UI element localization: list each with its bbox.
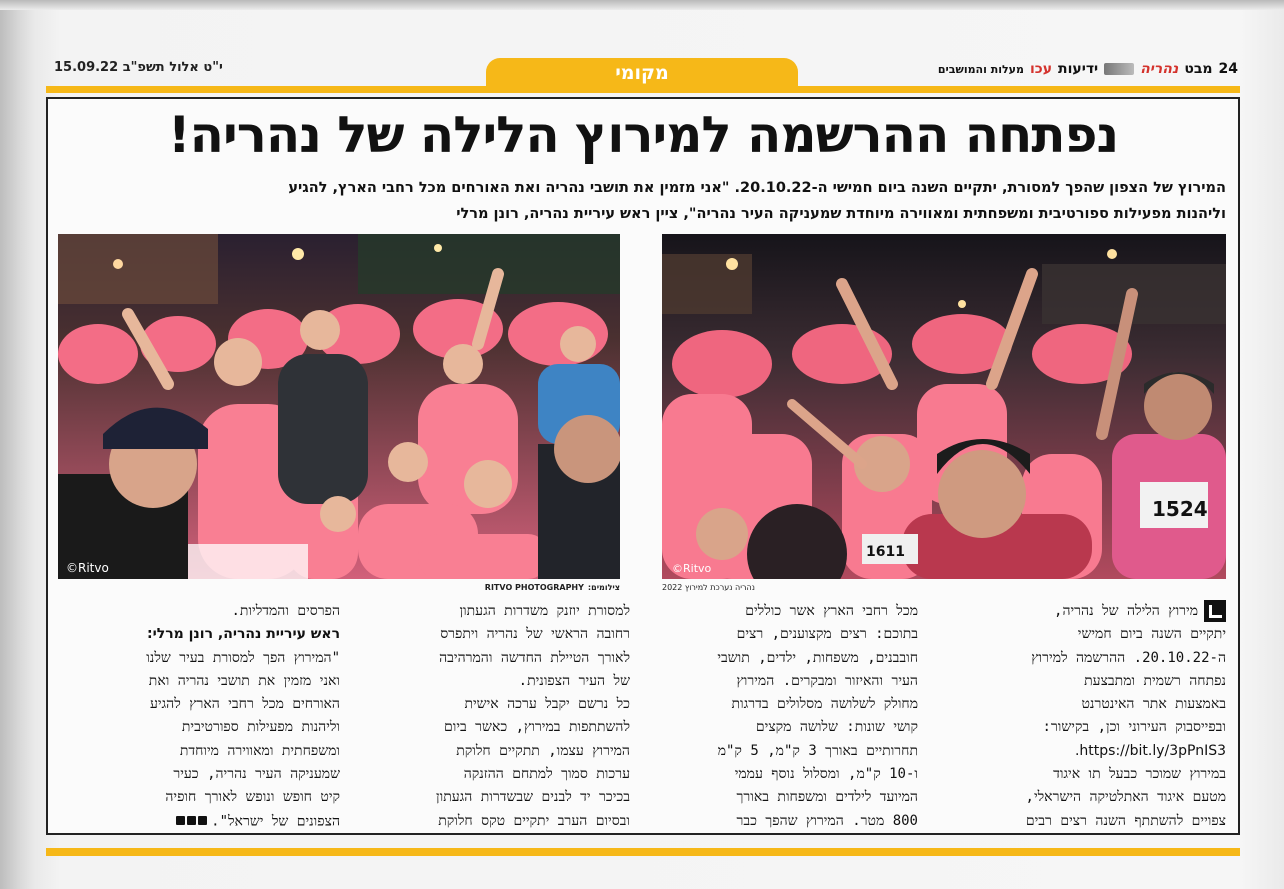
body-line: בכיכר יד לבנים שבשדרות הגעתון	[436, 789, 630, 806]
headline: נפתחה ההרשמה למירוץ הלילה של נהריה!	[167, 106, 1119, 164]
bib-number-1611: 1611	[866, 544, 905, 560]
page-number: 24	[1218, 61, 1238, 77]
page-fold-shadow	[0, 0, 1284, 10]
quote-speaker: ראש עיריית נהריה, רונן מרלי:	[147, 626, 340, 643]
photo-credit-label: צילומים:	[587, 583, 620, 592]
article-start-arrow-icon	[1204, 600, 1226, 622]
body-line: חובבנים, משפחות, ילדים, תושבי	[717, 649, 918, 666]
photo-caption: נהריה נערכת למירוץ 2022	[662, 583, 755, 592]
body-line: צפויים להשתתף השנה רצים רבים	[1025, 812, 1226, 829]
photo-credit	[58, 583, 620, 592]
body-column-3	[356, 600, 630, 830]
body-column-4	[58, 600, 340, 830]
registration-link[interactable]: https://bit.ly/3pPnIS3.	[1074, 742, 1226, 759]
quote-line: קיט חופש ונופש לאורך חופיה	[165, 789, 340, 806]
photo-runners-cheering	[662, 234, 1226, 579]
body-line: תחרותיים באורך 3 ק"מ, 5 ק"מ	[717, 742, 918, 759]
quote-line: ומשפחתית ומאווירה מיוחדת	[179, 742, 340, 759]
body-line: העיר והאיזור ומבקרים. המירוץ	[736, 672, 918, 689]
body-line: ובסיום הערב יתקיים טקס חלוקת	[438, 812, 630, 829]
brand-yediot: ידיעות	[1058, 61, 1099, 77]
body-line: לאורך הטיילת החדשה והמרהיבה	[439, 649, 630, 666]
watermark-left: ©Ritvo	[66, 561, 109, 575]
bib-number-1524: 1524	[1152, 497, 1208, 521]
subheadline	[60, 175, 1226, 227]
quote-line: "המירוץ הפך למסורת בעיר שלנו	[146, 649, 340, 666]
brand-akko: עכו	[1029, 61, 1053, 77]
date-gregorian: 15.09.22	[54, 60, 119, 75]
subhead-line: וליהנות מפעילות ספורטיבית ומשפחתית ומאווירה מיוחדת שמעניקה העיר נהריה", ציין ראש עיריית נהריה, רונן מרלי	[456, 206, 1226, 222]
body-line: המיועד לילדים ומשפחות באורך	[736, 789, 918, 806]
article-end-mark-icon	[174, 810, 207, 830]
brand-nahariya: נהריה	[1140, 61, 1179, 77]
body-line: רחובה הראשי של נהריה ויתפרס	[440, 626, 630, 643]
body-column-1	[934, 600, 1226, 830]
watermark-right: ©Ritvo	[672, 562, 712, 575]
body-line: מירוץ הלילה של נהריה,	[934, 600, 1226, 623]
body-line: בתוכם: רצים מקצוענים, רצים	[736, 626, 918, 643]
body-line: במירוץ שמוכר כבעל תו איגוד	[1053, 766, 1226, 783]
body-line: להשתתפות במירוץ, כאשר ביום	[444, 719, 630, 736]
body-line: ה-20.10.22. ההרשמה למירוץ	[1031, 649, 1226, 666]
quote-line: הצפונים של ישראל".	[58, 810, 340, 830]
body-line: מכל רחבי הארץ אשר כוללים	[745, 603, 918, 619]
brand-separator-logo	[1104, 63, 1134, 75]
body-line: המירוץ עצמו, תתקיים חלוקת	[456, 742, 630, 759]
body-line: 800 מטר. המירוץ שהפך כבר	[736, 812, 918, 829]
brand-maalot: מעלות והמושבים	[937, 62, 1024, 76]
quote-line: וליהנות מפעילות ספורטיבית	[181, 719, 340, 736]
section-tab: מקומי	[486, 58, 798, 88]
photo-runners-crowd	[58, 234, 620, 579]
body-line: של העיר הצפונית.	[518, 672, 630, 689]
body-line: נפתחה רשמית ומתבצעת	[1084, 672, 1226, 689]
masthead	[938, 58, 1238, 80]
body-line: ובפייסבוק העירוני וכן, בקישור:	[1042, 719, 1226, 736]
body-line: ו-10 ק"מ, ומסלול נוסף עממי	[734, 766, 918, 783]
subhead-line: המירוץ של הצפון שהפך למסורת, יתקיים השנה ביום חמישי ה-20.10.22. "אני מזמין את תושבי נהריה ואת האורחים מכל רחבי הארץ, להגיע	[288, 180, 1226, 196]
body-line: מטעם איגוד האתלטיקה הישראלי,	[1025, 789, 1226, 806]
bottom-accent-rule	[46, 848, 1240, 856]
body-line: יתקיים השנה ביום חמישי	[1077, 626, 1226, 643]
quote-line: האורחים מכל רחבי הארץ להגיע	[149, 696, 340, 713]
body-line: הפרסים והמדליות.	[231, 603, 340, 619]
body-line: למסורת יוזנק משדרות הגעתון	[459, 603, 630, 619]
issue-date	[46, 60, 223, 75]
brand-mabat: מבט	[1184, 61, 1213, 77]
quote-line: שמעניקה העיר נהריה, כעיר	[173, 766, 340, 783]
top-accent-rule	[46, 86, 1240, 93]
photo-credit-name: RITVO PHOTOGRAPHY	[484, 583, 584, 592]
body-line: קושי שונות: שלושה מקצים	[755, 719, 918, 736]
body-line: באמצעות אתר האינטרנט	[1081, 696, 1226, 713]
body-line: ערכות סמוך למתחם ההזנקה	[463, 766, 630, 783]
body-line: כל נרשם יקבל ערכה אישית	[464, 696, 630, 713]
date-hebrew: י"ט אלול תשפ"ב	[122, 60, 223, 75]
body-column-2	[648, 600, 918, 830]
quote-line: ואני מזמין את תושבי נהריה ואת	[148, 672, 340, 689]
body-line: מחולק לשלושה מסלולים בדרגות	[731, 696, 918, 713]
